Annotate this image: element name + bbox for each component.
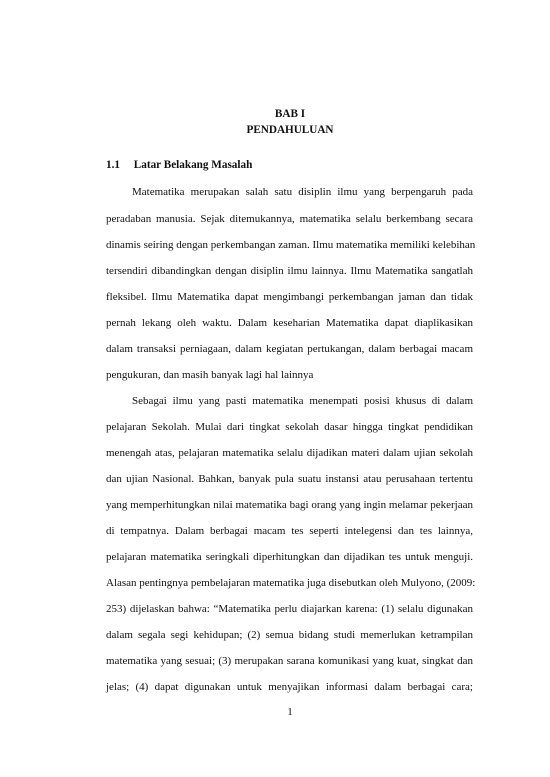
body-line: menengah atas, pelajaran matematika selalu dijadikan materi dalam ujian sekolah (106, 447, 473, 459)
body-line: yang memperhitungkan nilai matematika bagi orang yang ingin melamar pekerjaan (106, 499, 473, 511)
body-line: tersendiri dibandingkan dengan disiplin ilmu lainnya. Ilmu Matematika sangatlah (106, 265, 473, 277)
body-line: jelas; (4) dapat digunakan untuk menyajikan informasi dalam berbagai cara; (106, 681, 473, 693)
body-line: dinamis seiring dengan perkembangan zaman. Ilmu matematika memiliki kelebihan (106, 239, 476, 251)
body-line: fleksibel. Ilmu Matematika dapat mengimbangi perkembangan jaman dan tidak (106, 291, 473, 303)
section-heading (106, 158, 252, 172)
body-line: Matematika merupakan salah satu disiplin ilmu yang berpengaruh pada (132, 186, 473, 198)
body-line: pernah lekang oleh waktu. Dalam keseharian Matematika dapat diaplikasikan (106, 317, 473, 329)
body-line: dalam transaksi perniagaan, dalam kegiatan pertukangan, dalam berbagai macam (106, 343, 473, 355)
body-line: dalam segala segi kehidupan; (2) semua bidang studi memerlukan ketrampilan (106, 629, 473, 641)
section-number: 1.1 (106, 159, 120, 171)
chapter-label: BAB I (274, 108, 306, 120)
body-line: Alasan pentingnya pembelajaran matematika juga disebutkan oleh Mulyono, (2009: (106, 577, 476, 589)
body-line: matematika yang sesuai; (3) merupakan sarana komunikasi yang kuat, singkat dan (106, 655, 473, 667)
body-line: di tempatnya. Dalam berbagai macam tes seperti intelegensi dan tes lainnya, (106, 525, 473, 537)
section-title: Latar Belakang Masalah (133, 159, 253, 171)
body-line: Sebagai ilmu yang pasti matematika menempati posisi khusus di dalam (132, 395, 473, 407)
body-line: peradaban manusia. Sejak ditemukannya, matematika selalu berkembang secara (106, 213, 473, 225)
body-line: dan ujian Nasional. Bahkan, banyak pula suatu instansi atau perusahaan tertentu (106, 473, 473, 485)
chapter-title: PENDAHULUAN (246, 124, 334, 136)
body-line: pengukuran, dan masih banyak lagi hal lainnya (106, 369, 314, 381)
page-number: 1 (287, 706, 293, 718)
body-line: 253) dijelaskan bahwa: “Matematika perlu diajarkan karena: (1) selalu digunakan (106, 603, 473, 615)
body-line: pelajaran matematika seringkali diperhitungkan dan dijadikan tes untuk menguji. (106, 551, 473, 563)
body-line: pelajaran Sekolah. Mulai dari tingkat sekolah dasar hingga tingkat pendidikan (106, 421, 473, 433)
